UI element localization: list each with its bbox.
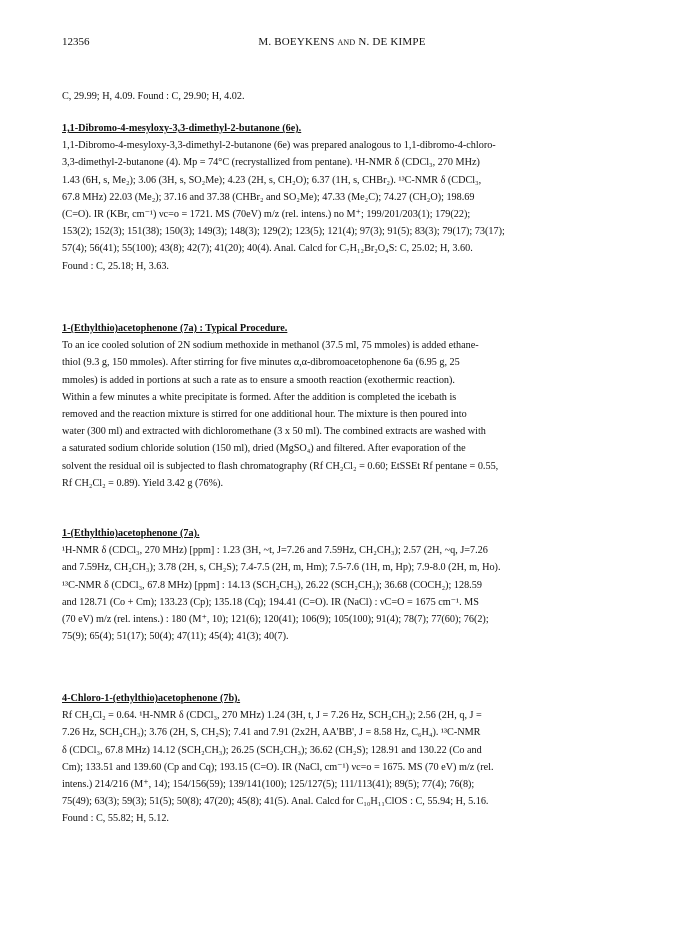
- body-line: δ (CDCl₃, 67.8 MHz) 14.12 (SCH₂CH₃); 26.25 (SCH₂CH₃); 36.62 (CH₂S); 128.91 and 130.22 (Co and: [62, 744, 482, 756]
- running-head-authors: M. BOEYKENS and N. DE KIMPE: [258, 36, 426, 48]
- body-line: Found : C, 25.18; H, 3.63.: [62, 260, 169, 272]
- body-line: removed and the reaction mixture is stirred for one additional hour. The mixture is then poured into: [62, 409, 467, 421]
- body-line: 1,1-Dibromo-4-mesyloxy-3,3-dimethyl-2-butanone (6e) was prepared analogous to 1,1-dibromo-4-chloro-: [62, 140, 496, 152]
- body-line: mmoles) is added in portions at such a rate as to ensure a smooth reaction (exothermic reaction).: [62, 374, 455, 386]
- body-line: 67.8 MHz) 22.03 (Me₂); 37.16 and 37.38 (CHBr₂ and SO₂Me); 47.33 (Me₂C); 74.27 (CH₂O); 198.69: [62, 191, 475, 203]
- body-line: (70 eV) m/z (rel. intens.) : 180 (M⁺, 10); 121(6); 120(41); 106(9); 105(100); 91(4); 78(7); 77(60); 76(2);: [62, 614, 489, 626]
- body-line: and 128.71 (Co + Cm); 133.23 (Cp); 135.18 (Cq); 194.41 (C=O). IR (NaCl) : νC=O = 1675 cm⁻¹. MS: [62, 596, 479, 608]
- body-line: 153(2); 152(3); 151(38); 150(3); 149(3); 148(3); 129(2); 123(5); 121(4); 97(3); 91(5); 83(3); 79(17); 73(17);: [62, 226, 505, 238]
- section-6e: [62, 120, 622, 275]
- body-line: water (300 ml) and extracted with dichloromethane (3 x 50 ml). The combined extracts are washed with: [62, 426, 486, 438]
- section-7a-procedure: [62, 320, 622, 492]
- section-7b: [62, 690, 622, 828]
- body-line: Cm); 133.51 and 139.60 (Cp and Cq); 193.15 (C=O). IR (NaCl, cm⁻¹) νc=o = 1675. MS (70 eV) m/z (rel.: [62, 761, 494, 773]
- body-line: 57(4); 56(41); 55(100); 43(8); 42(7); 41(20); 40(4). Anal. Calcd for C₇H₁₂Br₂O₄S: C, 25.02; H, 3.60.: [62, 243, 473, 255]
- section-7a-data: [62, 525, 622, 645]
- section-heading: 1,1-Dibromo-4-mesyloxy-3,3-dimethyl-2-butanone (6e).: [62, 123, 302, 134]
- body-line: a saturated sodium chloride solution (150 ml), dried (MgSO₄) and filtered. After evaporation of the: [62, 443, 466, 455]
- body-line: intens.) 214/216 (M⁺, 14); 154/156(59); 139/141(100); 125/127(5); 111/113(41); 89(5); 77(4); 76(8);: [62, 779, 475, 791]
- section-heading: 1-(Ethylthio)acetophenone (7a).: [62, 528, 200, 539]
- body-line: and 7.59Hz, CH₂CH₃); 3.78 (2H, s, CH₂S); 7.4-7.5 (2H, m, Hm); 7.5-7.6 (1H, m, Hp); 7.9-8.0 (2H, m, Ho).: [62, 562, 501, 574]
- section-heading: 1-(Ethylthio)acetophenone (7a) : Typical Procedure.: [62, 323, 288, 334]
- body-line: Rf CH₂Cl₂ = 0.64. ¹H-NMR δ (CDCl₃, 270 MHz) 1.24 (3H, t, J = 7.26 Hz, SCH₂CH₃); 2.56 (2H, q, J =: [62, 710, 482, 722]
- intro-line: C, 29.99; H, 4.09. Found : C, 29.90; H, 4.02.: [62, 91, 245, 102]
- body-line: ¹³C-NMR δ (CDCl₃, 67.8 MHz) [ppm] : 14.13 (SCH₂CH₃), 26.22 (SCH₂CH₃); 36.68 (COCH₂); 128.59: [62, 579, 482, 591]
- body-line: 7.26 Hz, SCH₂CH₃); 3.76 (2H, S, CH₂S); 7.41 and 7.91 (2x2H, AA'BB', J = 8.58 Hz, C₆H₄). ¹³C-NMR: [62, 727, 481, 739]
- body-line: Rf CH₂Cl₂ = 0.89). Yield 3.42 g (76%).: [62, 477, 224, 489]
- body-line: 75(9); 65(4); 51(17); 50(4); 47(11); 45(4); 41(3); 40(7).: [62, 631, 289, 643]
- page-number: 12356: [62, 36, 90, 48]
- body-line: thiol (9.3 g, 150 mmoles). After stirring for five minutes α,α-dibromoacetophenone 6a (6.95 g, 25: [62, 357, 460, 369]
- body-line: To an ice cooled solution of 2N sodium methoxide in methanol (37.5 ml, 75 mmoles) is added ethane-: [62, 340, 479, 352]
- body-line: Found : C, 55.82; H, 5.12.: [62, 813, 169, 825]
- body-line: ¹H-NMR δ (CDCl₃, 270 MHz) [ppm] : 1.23 (3H, ~t, J=7.26 and 7.59Hz, CH₂CH₃); 2.57 (2H, ~q, J=7.26: [62, 545, 488, 557]
- body-line: solvent the residual oil is subjected to flash chromatography (Rf CH₂Cl₂ = 0.60; EtSSEt Rf pentane = 0.55,: [62, 460, 499, 472]
- running-header: [62, 36, 622, 52]
- body-line: 3,3-dimethyl-2-butanone (4). Mp = 74°C (recrystallized from pentane). ¹H-NMR δ (CDCl₃, 270 MHz): [62, 157, 480, 169]
- body-line: 1.43 (6H, s, Me₂); 3.06 (3H, s, SO₂Me); 4.23 (2H, s, CH₂O); 6.37 (1H, s, CHBr₂). ¹³C-NMR δ (CDCl₃,: [62, 174, 482, 186]
- body-line: Within a few minutes a white precipitate is formed. After the addition is completed the icebath is: [62, 391, 457, 403]
- section-heading: 4-Chloro-1-(ethylthio)acetophenone (7b).: [62, 693, 241, 704]
- intro-block: [62, 88, 622, 105]
- body-line: (C=O). IR (KBr, cm⁻¹) νc=o = 1721. MS (70eV) m/z (rel. intens.) no M⁺; 199/201/203(1); 179(22);: [62, 209, 471, 221]
- body-line: 75(49); 63(3); 59(3); 51(5); 50(8); 47(20); 45(8); 41(5). Anal. Calcd for C₁₀H₁₁ClOS : C, 55.94; H, 5.16.: [62, 796, 489, 808]
